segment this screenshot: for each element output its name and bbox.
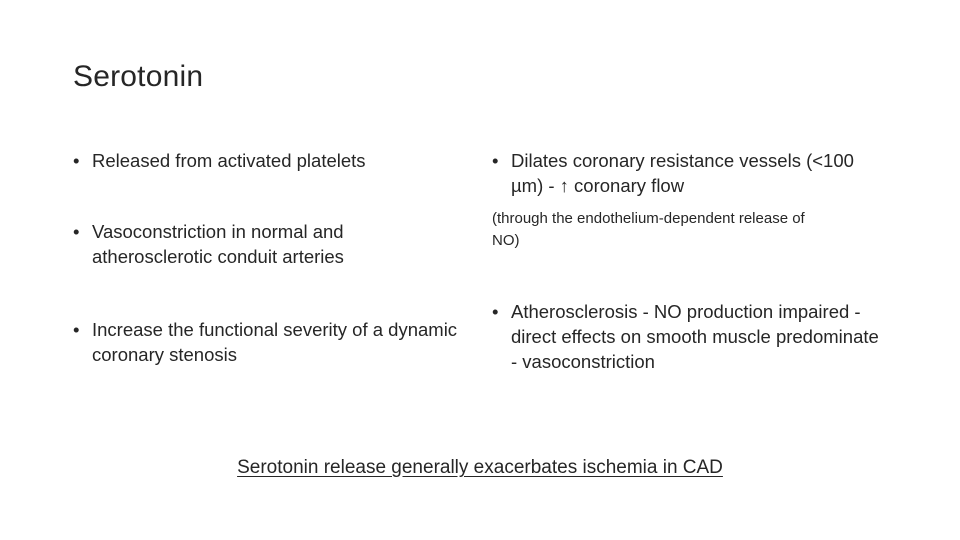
left-bullet-vasoconstriction (73, 219, 437, 269)
bullet-text: Vasoconstriction in normal and atherosclerotic conduit arteries (92, 221, 344, 267)
bullet-dot: • (492, 301, 499, 322)
right-bullet-atherosclerosis (492, 299, 886, 374)
takeaway-statement (0, 457, 960, 479)
bullet-text: Increase the functional severity of a dynamic coronary stenosis (92, 319, 458, 365)
bullet-dot: • (73, 221, 80, 242)
slide-title: Serotonin (73, 60, 204, 93)
right-note-no-release: (through the endothelium-dependent release of NO) (492, 210, 805, 249)
bullet-text: Dilates coronary resistance vessels (<100 µm) - ↑ coronary flow (511, 150, 854, 196)
left-bullet-severity (73, 317, 467, 367)
right-bullet-dilates (492, 148, 886, 198)
bullet-dot: • (73, 319, 80, 340)
takeaway-text: Serotonin release generally exacerbates ischemia in CAD (237, 457, 723, 478)
bullet-text: Atherosclerosis - NO production impaired - direct effects on smooth muscle predominate - vasoconstriction (511, 301, 879, 372)
bullet-dot: • (73, 150, 80, 171)
bullet-dot: • (492, 150, 499, 171)
bullet-text: Released from activated platelets (92, 150, 366, 171)
left-bullet-released (73, 148, 472, 173)
